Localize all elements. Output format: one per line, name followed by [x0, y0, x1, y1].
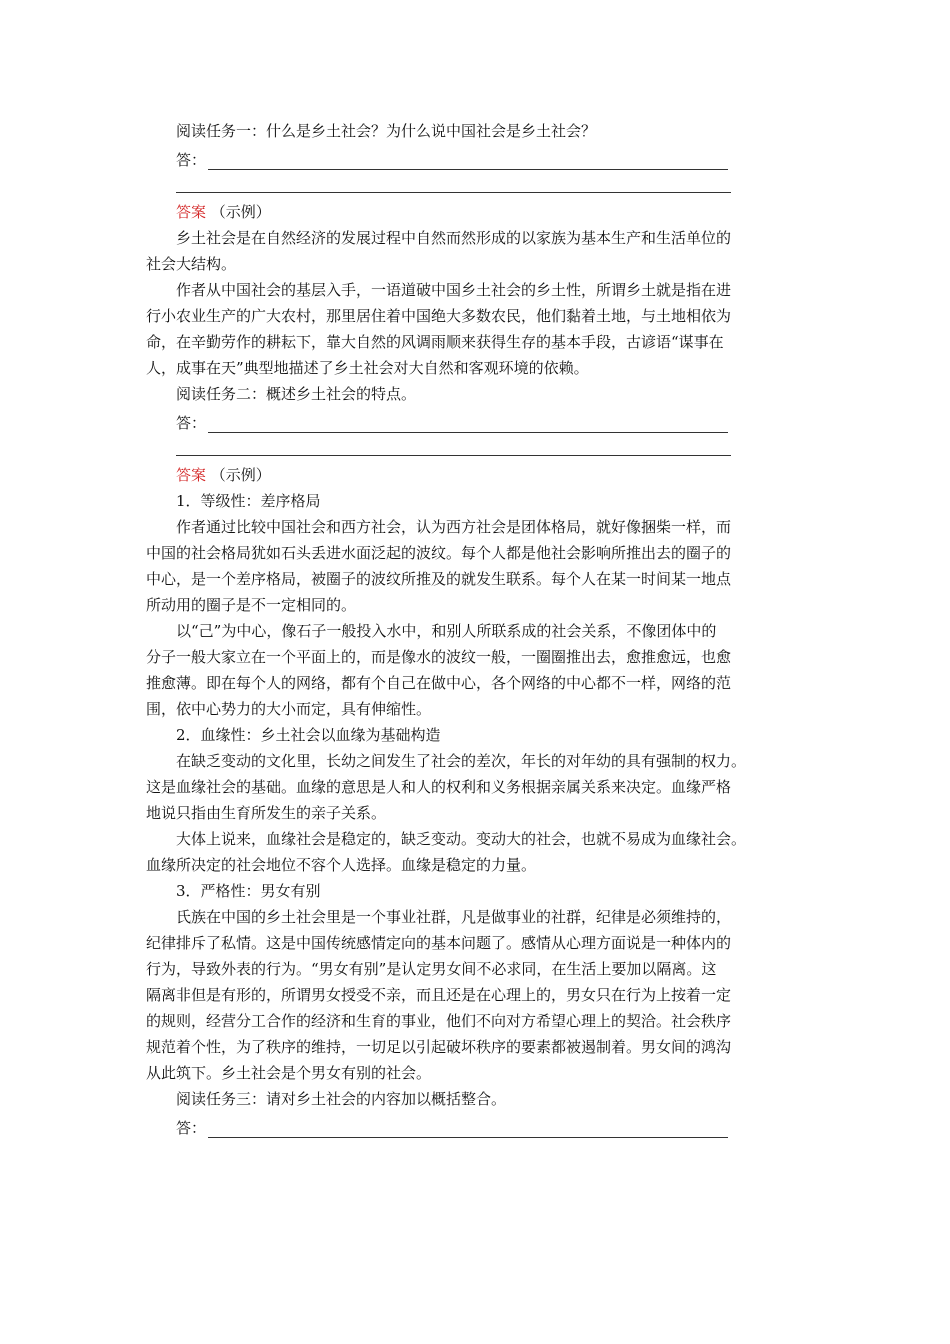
- task2-s2p1-line3: 地说只指由生育所发生的亲子关系。: [146, 804, 387, 822]
- task2-s1p1-line3: 中心，是一个差序格局，被圈子的波纹所推及的就发生联系。每个人在某一时间某一地点: [146, 570, 732, 588]
- task2-heading-2: 2．血缘性：乡土社会以血缘为基础构造: [176, 726, 441, 744]
- task2-s1p2-line1: 以“己”为中心，像石子一般投入水中，和别人所联系成的社会关系，不像团体中的: [176, 622, 717, 640]
- task2-answer-blank-2[interactable]: [176, 443, 731, 456]
- document-content: [146, 118, 806, 1138]
- task1-para2-line4: 人，成事在天”典型地描述了乡土社会对大自然和客观环境的依赖。: [146, 359, 589, 377]
- task2-s1p1-line2: 中国的社会格局犹如石头丢进水面泛起的波纹。每个人都是他社会影响所推出去的圈子的: [146, 544, 732, 562]
- task1-answer-heading: [176, 199, 806, 225]
- task1-answer-example: （示例）: [210, 203, 271, 221]
- task2-s2p2-line2: 血缘所决定的社会地位不容个人选择。血缘是稳定的力量。: [146, 856, 537, 874]
- task2-s3p1-line5: 的规则，经营分工合作的经济和生育的事业，他们不向对方希望心理上的契洽。社会秩序: [146, 1012, 732, 1030]
- task2-answer-mark: 答案: [176, 466, 207, 484]
- task2-s1p1-line4: 所动用的圈子是不一定相同的。: [146, 596, 357, 614]
- task2-s1p2-line4: 围，依中心势力的大小而定，具有伸缩性。: [146, 700, 432, 718]
- task2-answer-row: [176, 407, 806, 433]
- task3-answer-row: [176, 1112, 806, 1138]
- task3-question: 阅读任务三：请对乡土社会的内容加以概括整合。: [176, 1090, 507, 1108]
- task2-s3p1-line4: 隔离非但是有形的，所谓男女授受不亲，而且还是在心理上的，男女只在行为上按着一定: [146, 986, 732, 1004]
- task1-para1-line2: 社会大结构。: [146, 255, 237, 273]
- task1-answer-blank-2[interactable]: [176, 180, 731, 193]
- task1-question: 阅读任务一：什么是乡土社会？为什么说中国社会是乡土社会？: [176, 122, 597, 140]
- task1-answer-blank-1[interactable]: [208, 151, 728, 170]
- task2-answer-heading: [176, 462, 806, 488]
- task2-s3p1-line3: 行为，导致外表的行为。“男女有别”是认定男女间不必求同，在生活上要加以隔离。这: [146, 960, 717, 978]
- task1-para2-line1: 作者从中国社会的基层入手，一语道破中国乡土社会的乡土性，所谓乡土就是指在进: [176, 281, 732, 299]
- task2-s1p1-line1: 作者通过比较中国社会和西方社会，认为西方社会是团体格局，就好像捆柴一样，而: [176, 518, 732, 536]
- task1-para2-line2: 行小农业生产的广大农村，那里居住着中国绝大多数农民，他们黏着土地，与土地相依为: [146, 307, 732, 325]
- task1-para2-line3: 命，在辛勤劳作的耕耘下，靠大自然的风调雨顺来获得生存的基本手段，古谚语“谋事在: [146, 333, 724, 351]
- task2-s2p2-line1: 大体上说来，血缘社会是稳定的，缺乏变动。变动大的社会，也就不易成为血缘社会。: [176, 830, 747, 848]
- task2-s3p1-line6: 规范着个性，为了秩序的维持，一切足以引起破坏秩序的要素都被遏制着。男女间的鸿沟: [146, 1038, 732, 1056]
- task3-answer-label: 答：: [176, 1119, 207, 1137]
- task1-answer-mark: 答案: [176, 203, 207, 221]
- task1-answer-label: 答：: [176, 151, 207, 169]
- task2-s1p2-line3: 推愈薄。即在每个人的网络，都有个自己在做中心，各个网络的中心都不一样，网络的范: [146, 674, 732, 692]
- task2-answer-blank-1[interactable]: [208, 414, 728, 433]
- task2-heading-3: 3．严格性：男女有别: [176, 882, 321, 900]
- task2-answer-label: 答：: [176, 414, 207, 432]
- task1-para1-line1: 乡土社会是在自然经济的发展过程中自然而然形成的以家族为基本生产和生活单位的: [176, 229, 732, 247]
- task2-s2p1-line1: 在缺乏变动的文化里，长幼之间发生了社会的差次，年长的对年幼的具有强制的权力。: [176, 752, 747, 770]
- task2-s1p2-line2: 分子一般大家立在一个平面上的，而是像水的波纹一般，一圈圈推出去，愈推愈远，也愈: [146, 648, 732, 666]
- task1-answer-row: [176, 144, 806, 170]
- task2-heading-1: 1．等级性：差序格局: [176, 492, 321, 510]
- task2-s3p1-line2: 纪律排斥了私情。这是中国传统感情定向的基本问题了。感情从心理方面说是一种体内的: [146, 934, 732, 952]
- task3-answer-blank-1[interactable]: [208, 1119, 728, 1138]
- task2-answer-example: （示例）: [210, 466, 271, 484]
- task2-question: 阅读任务二：概述乡土社会的特点。: [176, 385, 417, 403]
- task2-s3p1-line1: 氏族在中国的乡土社会里是一个事业社群，凡是做事业的社群，纪律是必须维持的，: [176, 908, 732, 926]
- task2-s2p1-line2: 这是血缘社会的基础。血缘的意思是人和人的权利和义务根据亲属关系来决定。血缘严格: [146, 778, 732, 796]
- task2-s3p1-line7: 从此筑下。乡土社会是个男女有别的社会。: [146, 1064, 432, 1082]
